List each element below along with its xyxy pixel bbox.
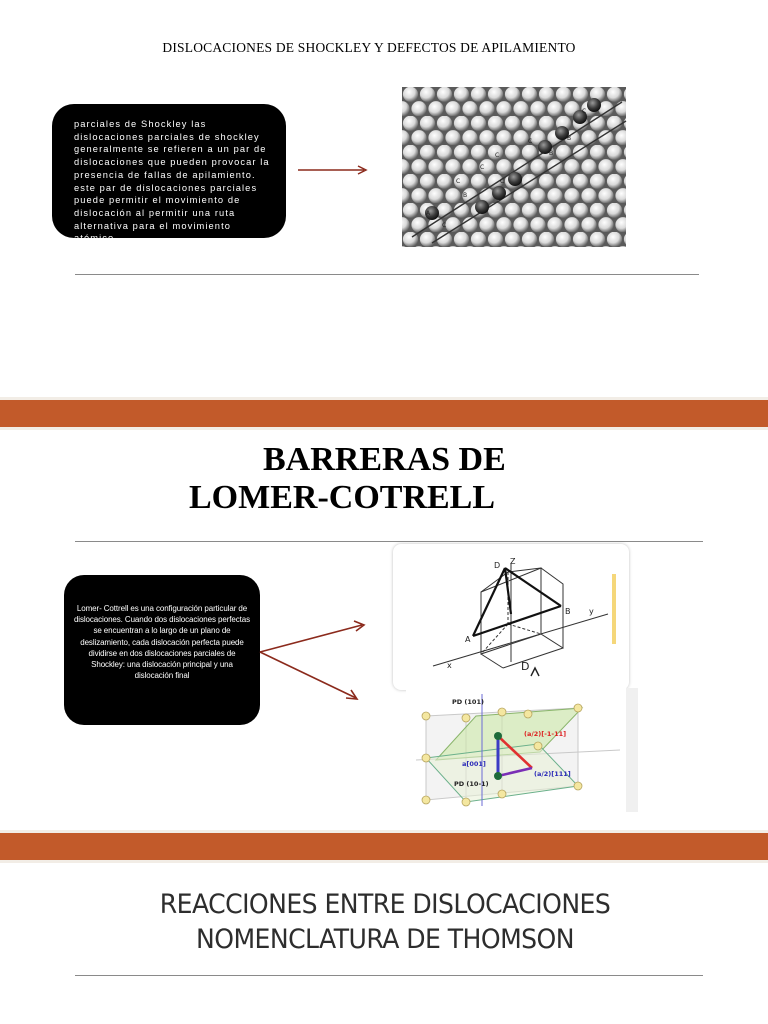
label-d-bottom: D <box>521 660 530 673</box>
photo-label: A <box>426 210 431 217</box>
label-z: Z <box>510 557 516 566</box>
photo-label: B <box>463 192 468 199</box>
slide3-title-line2: NOMENCLATURA DE THOMSON <box>196 924 574 955</box>
label-d1: D <box>494 561 501 570</box>
photo-label: C <box>582 108 587 115</box>
photo-label: B <box>549 150 554 157</box>
slide1-title: DISLOCACIONES DE SHOCKLEY Y DEFECTOS DE APILAMIENTO <box>162 40 576 55</box>
label-y: y <box>589 607 594 616</box>
photo-label: C <box>480 164 485 171</box>
photo-label: C <box>456 178 461 185</box>
photo-label: C <box>495 152 500 159</box>
slide2-title-line2: LOMER-COTRELL <box>189 479 496 516</box>
lomer-cottrell-description: Lomer- Cottrell es una configuración particular de dislocaciones. Cuando dos dislocaciones perfectas se encuentran a lo largo de un plano de deslizamiento, cada dislocación perfecta puede dividirse en dos dislocaciones parciales de Shockley: una dislocación principal y una dislocación final <box>73 604 251 681</box>
slide-separator-band <box>0 833 768 860</box>
arrow-icon <box>296 160 374 180</box>
photo-label: C <box>528 138 533 145</box>
lomer-cottrell-text-bubble <box>64 575 260 725</box>
blue-vector-label: a[001] <box>462 760 486 768</box>
red-vector-label: (a/2)[-1-11] <box>524 730 567 738</box>
cube-diagram-card <box>393 544 629 690</box>
shockley-text-bubble <box>52 104 286 244</box>
photo-label: C <box>442 222 447 229</box>
crystal-planes-diagram <box>406 688 638 812</box>
label-a: A <box>465 635 471 644</box>
pd-bottom-label: PD (10-1) <box>454 780 489 788</box>
divider <box>75 274 699 275</box>
slide3-title-line1: REACCIONES ENTRE DISLOCACIONES <box>159 889 611 920</box>
label-x: x <box>447 661 452 670</box>
shockley-description: parciales de Shockley las dislocaciones parciales de shockley generalmente se refieren a un par de dislocaciones que pueden provocar la presencia de fallas de apilamiento. este par de dislocaciones parciales puede permitir el movimiento de dislocación al permitir una ruta alternativa para el movimiento atómico. <box>74 119 270 244</box>
label-b: B <box>565 607 571 616</box>
photo-label: C <box>500 178 505 185</box>
pd-top-label: PD (101) <box>452 698 484 706</box>
slide2-title-line1: BARRERAS DE <box>263 441 506 478</box>
divider <box>75 975 703 976</box>
slide-separator-band <box>0 400 768 427</box>
atomic-model-photo <box>402 87 626 247</box>
divider <box>75 541 703 542</box>
purple-vector-label: (a/2)[111] <box>534 770 571 778</box>
cube-diagram <box>393 544 629 690</box>
branch-arrows-icon <box>258 618 370 706</box>
photo-label: B <box>567 135 572 142</box>
